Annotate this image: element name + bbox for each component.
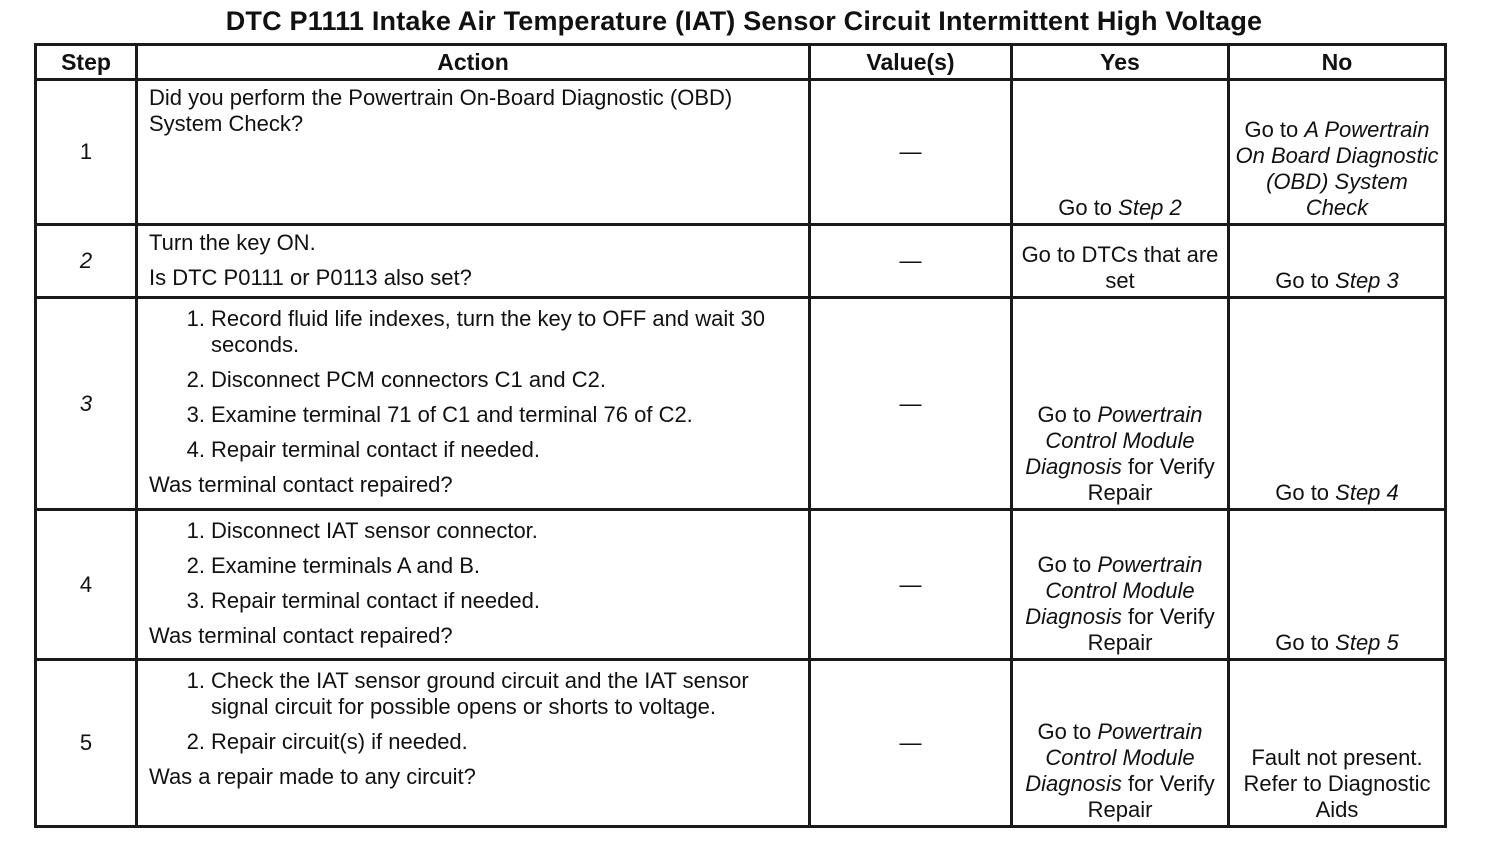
page-title: DTC P1111 Intake Air Temperature (IAT) Sensor Circuit Intermittent High Voltage [225,6,1263,36]
item-number: 2. [186,367,205,392]
action-question: Was terminal contact repaired? [149,472,453,497]
item-text: Examine terminal 71 of C1 and terminal 76 of C2. [211,402,693,427]
item-text: Repair terminal contact if needed. [211,437,540,462]
item-text: Repair terminal contact if needed. [211,588,540,613]
item-text: Disconnect IAT sensor connector. [211,518,538,543]
list-item [149,402,798,428]
yes-suffix: for Verify Repair [1087,604,1215,655]
no-cell: Fault not present. Refer to Diagnostic Aids [1229,660,1446,827]
step-number: 2 [36,225,137,298]
table-row [36,510,1446,660]
no-cell [1229,225,1446,298]
yes-prefix: Go to [1037,402,1098,427]
item-text: Repair circuit(s) if needed. [211,729,468,754]
action-cell [137,660,810,827]
no-prefix: Go to [1244,117,1305,142]
yes-prefix: Go to [1058,195,1119,220]
step-number: 4 [36,510,137,660]
item-text: Check the IAT sensor ground circuit and the IAT sensor signal circuit for possible opens or shorts to voltage. [211,668,749,719]
action-question: Was a repair made to any circuit? [149,764,476,789]
value-cell: — [810,660,1012,827]
header-values: Value(s) [810,45,1012,80]
yes-cell [1012,510,1229,660]
diagnostic-table [34,43,1447,828]
item-text: Examine terminals A and B. [211,553,481,578]
no-cell [1229,80,1446,225]
no-link: Step 3 [1335,268,1399,293]
no-link: A Powertrain On Board Diagnostic (OBD) System Check [1235,117,1439,220]
action-steps-list [149,518,798,614]
no-prefix: Go to [1275,268,1336,293]
table-row [36,225,1446,298]
item-number: 1. [186,668,205,693]
value-cell: — [810,80,1012,225]
yes-link: Powertrain Control Module Diagnosis [1025,719,1203,796]
action-steps-list [149,668,798,755]
value-cell: — [810,510,1012,660]
yes-cell: Go to DTCs that are set [1012,225,1229,298]
item-text: Record fluid life indexes, turn the key to OFF and wait 30 seconds. [211,306,765,357]
list-item [149,367,798,393]
yes-link: Powertrain Control Module Diagnosis [1025,552,1203,629]
table-header-row [36,45,1446,80]
list-item [149,518,798,544]
yes-cell [1012,660,1229,827]
action-text: Turn the key ON. [149,230,316,255]
list-item [149,729,798,755]
no-prefix: Go to [1275,630,1336,655]
item-number: 1. [186,518,205,543]
step-number: 5 [36,660,137,827]
item-number: 4. [186,437,205,462]
header-yes: Yes [1012,45,1229,80]
no-cell [1229,510,1446,660]
list-item [149,588,798,614]
yes-link: Step 2 [1118,195,1182,220]
yes-suffix: for Verify Repair [1087,454,1215,505]
action-question: Is DTC P0111 or P0113 also set? [149,265,472,290]
item-number: 3. [186,402,205,427]
no-link: Step 5 [1335,630,1399,655]
item-number: 2. [186,553,205,578]
action-cell [137,80,810,225]
action-text: Did you perform the Powertrain On-Board Diagnostic (OBD) System Check? [149,85,733,136]
action-cell [137,510,810,660]
value-cell: — [810,298,1012,510]
list-item [149,306,798,358]
header-step: Step [36,45,137,80]
yes-link: Powertrain Control Module Diagnosis [1025,402,1203,479]
header-no: No [1229,45,1446,80]
header-action: Action [137,45,810,80]
yes-suffix: for Verify Repair [1087,771,1215,822]
item-text: Disconnect PCM connectors C1 and C2. [211,367,606,392]
no-prefix: Go to [1275,480,1336,505]
action-question: Was terminal contact repaired? [149,623,453,648]
action-cell [137,225,810,298]
table-row [36,660,1446,827]
yes-prefix: Go to [1037,552,1098,577]
table-row [36,80,1446,225]
table-row [36,298,1446,510]
item-number: 3. [186,588,205,613]
action-steps-list [149,306,798,463]
yes-cell [1012,80,1229,225]
item-number: 2. [186,729,205,754]
list-item [149,553,798,579]
yes-cell [1012,298,1229,510]
yes-prefix: Go to [1037,719,1098,744]
list-item [149,668,798,720]
action-cell [137,298,810,510]
step-number: 3 [36,298,137,510]
no-cell [1229,298,1446,510]
value-cell: — [810,225,1012,298]
no-link: Step 4 [1335,480,1399,505]
list-item [149,437,798,463]
step-number: 1 [36,80,137,225]
item-number: 1. [186,306,205,331]
